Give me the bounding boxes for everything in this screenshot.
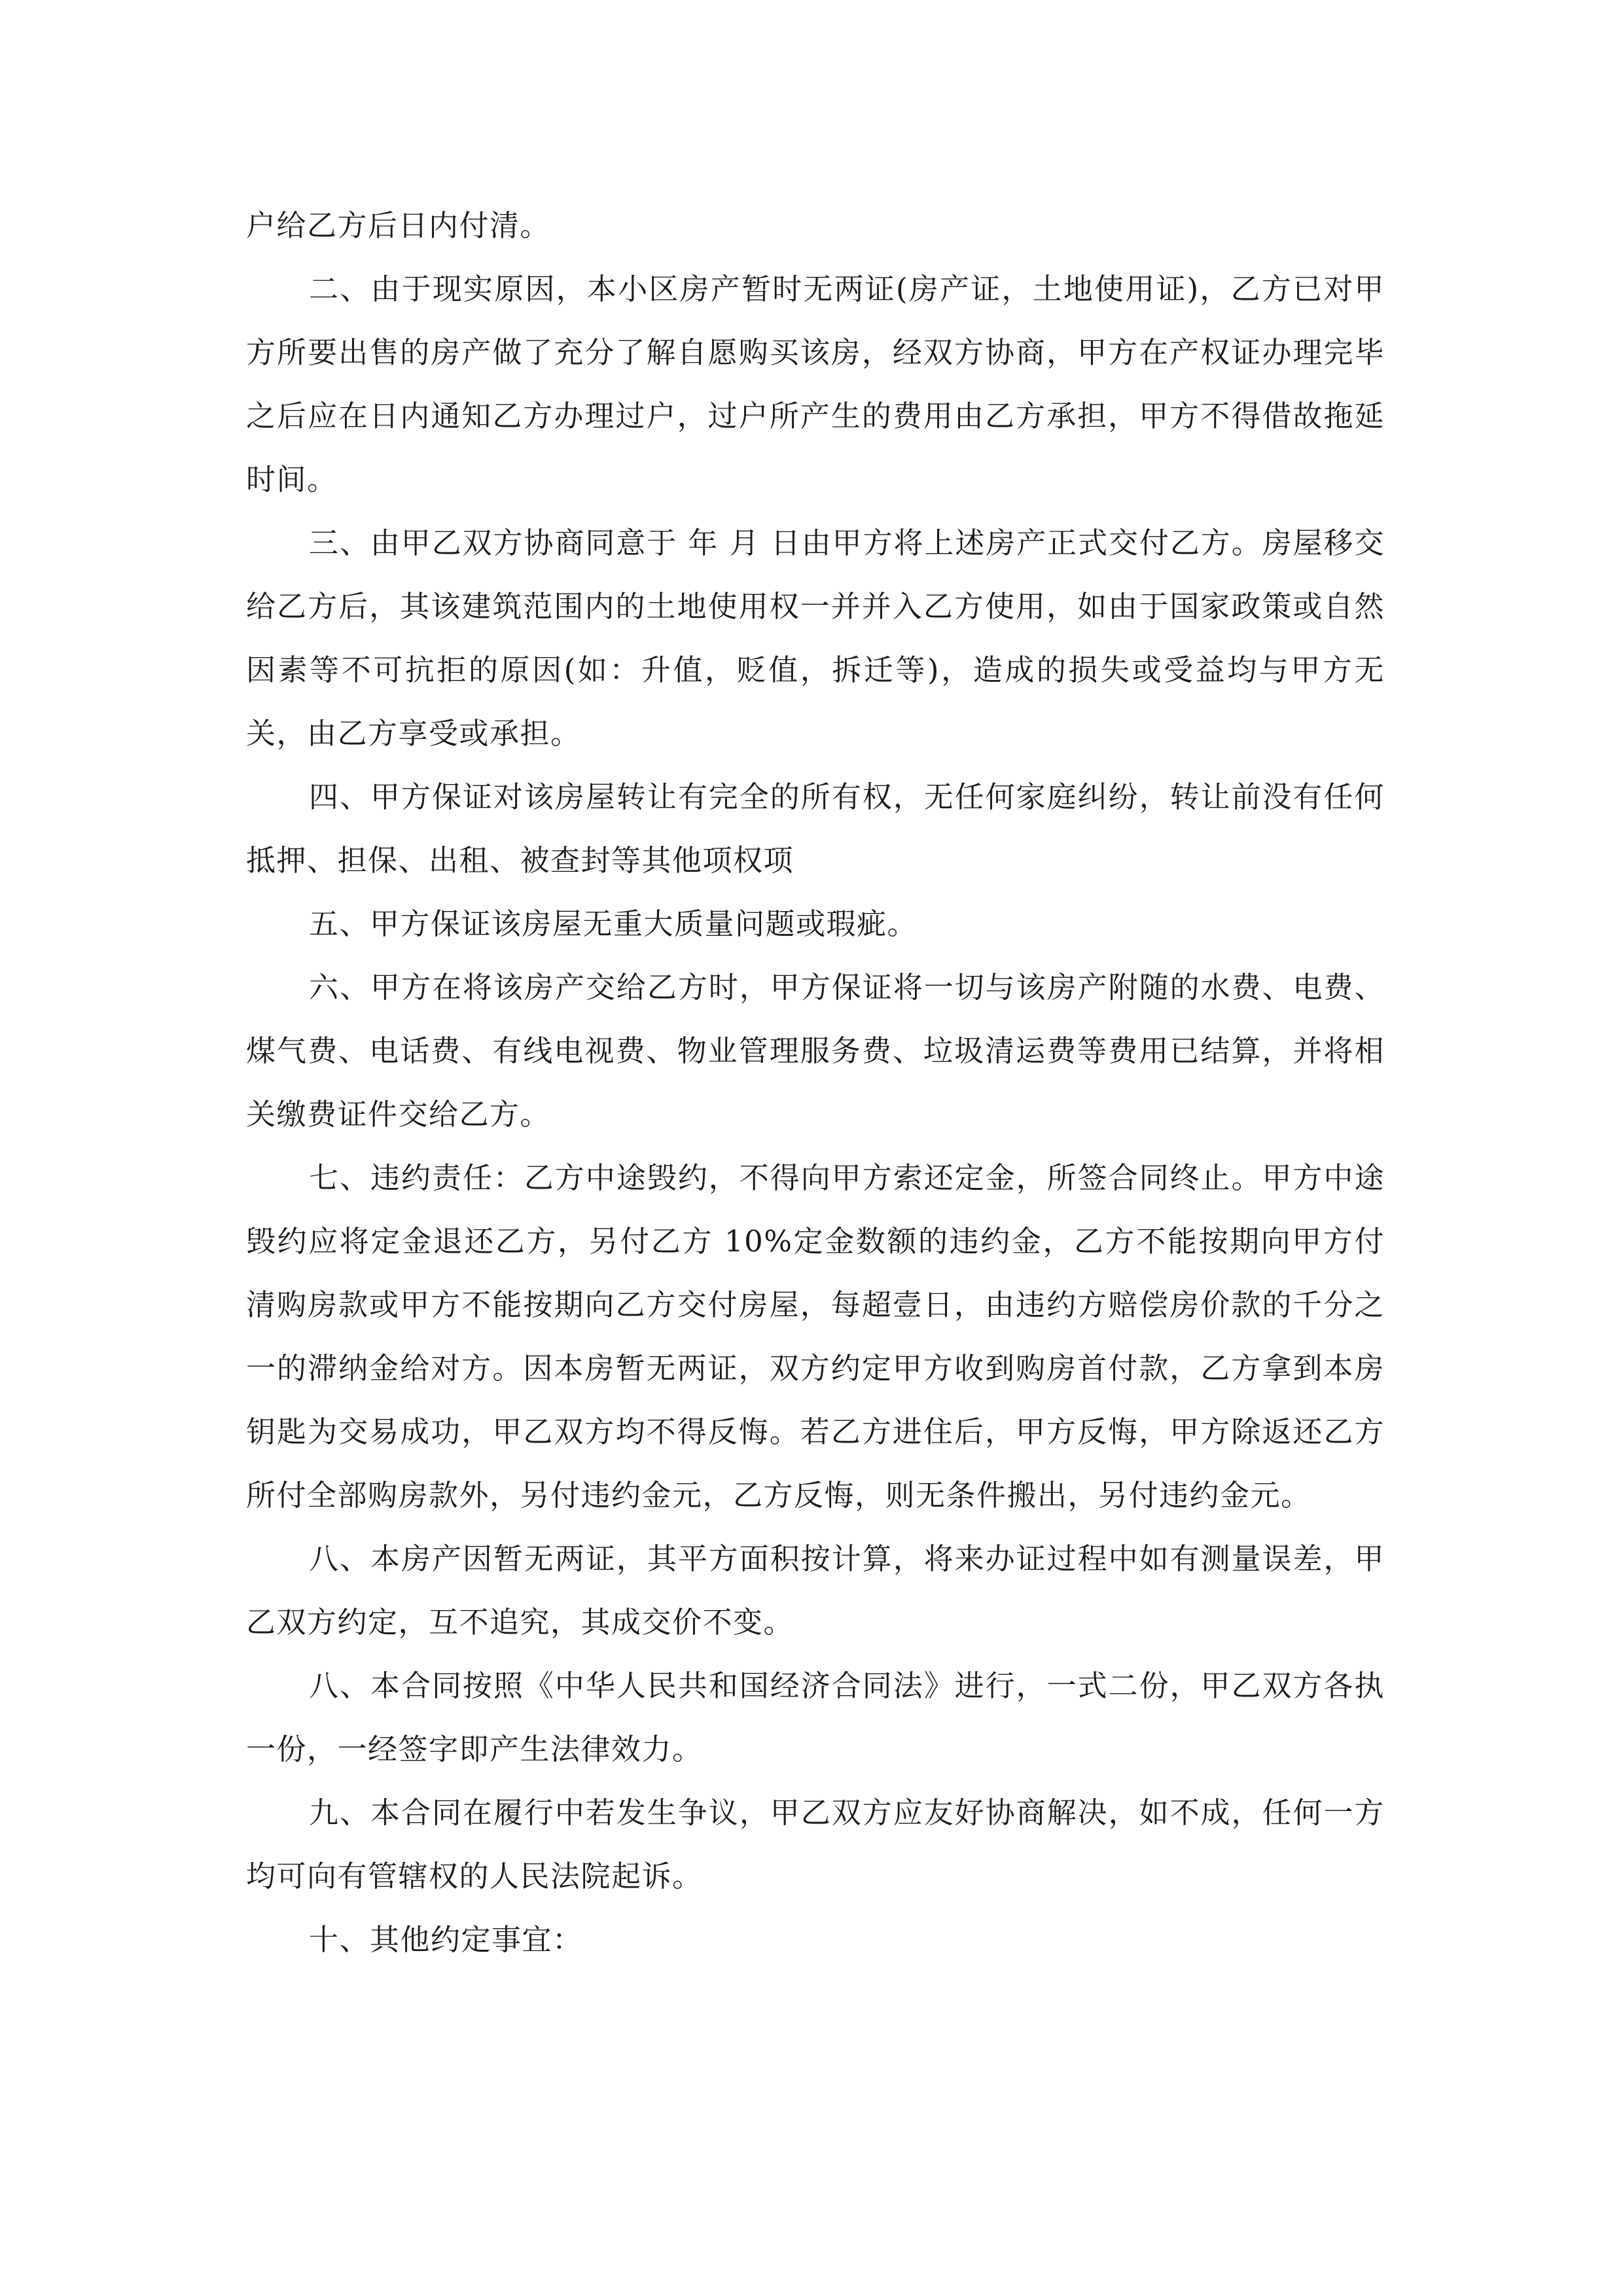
paragraph-clause-9: 九、本合同在履行中若发生争议，甲乙双方应友好协商解决，如不成，任何一方均可向有管辖权的人民法院起诉。 bbox=[246, 1795, 1385, 1893]
paragraph-clause-5: 五、甲方保证该房屋无重大质量问题或瑕疵。 bbox=[309, 906, 918, 941]
paragraph-clause-8a: 八、本房产因暂无两证，其平方面积按计算，将来办证过程中如有测量误差，甲乙双方约定，互不追究，其成交价不变。 bbox=[246, 1541, 1385, 1640]
document-body bbox=[246, 194, 1385, 1971]
paragraph-clause-6: 六、甲方在将该房产交给乙方时，甲方保证将一切与该房产附随的水费、电费、煤气费、电话费、有线电视费、物业管理服务费、垃圾清运费等费用已结算，并将相关缴费证件交给乙方。 bbox=[246, 970, 1385, 1132]
paragraph-clause-4: 四、甲方保证对该房屋转让有完全的所有权，无任何家庭纠纷，转让前没有任何抵押、担保、出租、被查封等其他项权项 bbox=[246, 780, 1385, 878]
paragraph-clause-3: 三、由甲乙双方协商同意于 年 月 日由甲方将上述房产正式交付乙方。房屋移交给乙方后，其该建筑范围内的土地使用权一并并入乙方使用，如由于国家政策或自然因素等不可抗拒的原因(如：升值，贬值，拆迁等)，造成的损失或受益均与甲方无关，由乙方享受或承担。 bbox=[246, 526, 1385, 751]
paragraph-clause-7: 七、违约责任：乙方中途毁约，不得向甲方索还定金，所签合同终止。甲方中途毁约应将定金退还乙方，另付乙方 10%定金数额的违约金，乙方不能按期向甲方付清购房款或甲方不能按期向乙方交付房屋，每超壹日，由违约方赔偿房价款的千分之一的滞纳金给对方。因本房暂无两证，双方约定甲方收到购房首付款，乙方拿到本房钥匙为交易成功，甲乙双方均不得反悔。若乙方进住后，甲方反悔，甲方除返还乙方所付全部购房款外，另付违约金元，乙方反悔，则无条件搬出，另付违约金元。 bbox=[246, 1160, 1385, 1513]
paragraph-clause-8b: 八、本合同按照《中华人民共和国经济合同法》进行，一式二份，甲乙双方各执一份，一经签字即产生法律效力。 bbox=[246, 1668, 1385, 1767]
paragraph-clause-10: 十、其他约定事宜： bbox=[309, 1922, 583, 1957]
paragraph-clause-2: 二、由于现实原因，本小区房产暂时无两证(房产证，土地使用证)，乙方已对甲方所要出售的房产做了充分了解自愿购买该房，经双方协商，甲方在产权证办理完毕之后应在日内通知乙方办理过户，过户所产生的费用由乙方承担，甲方不得借故拖延时间。 bbox=[246, 272, 1385, 497]
paragraph-continuation: 户给乙方后日内付清。 bbox=[246, 208, 551, 243]
